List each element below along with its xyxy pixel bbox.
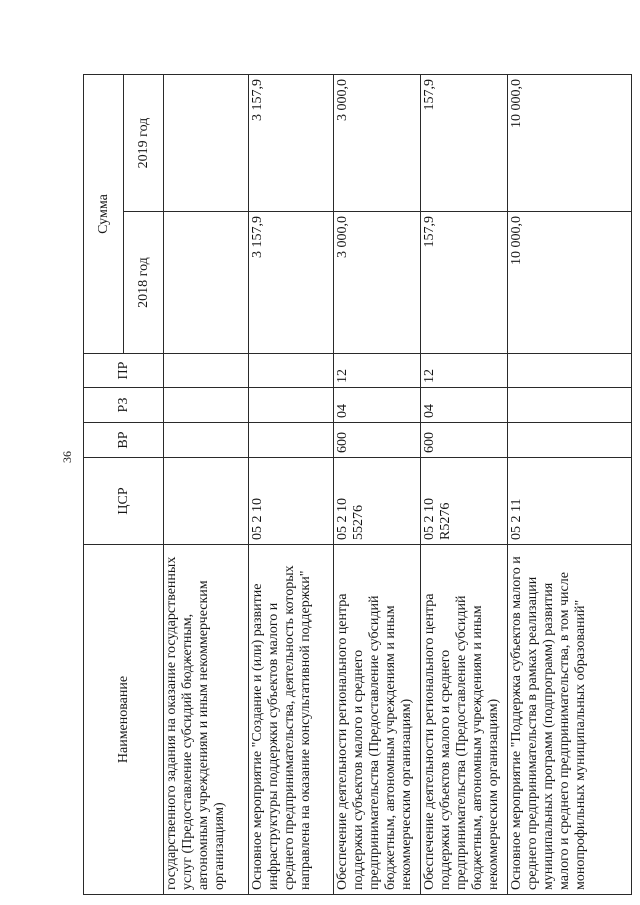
cell-2018: 157,9 [421, 212, 508, 354]
table-row [164, 75, 249, 895]
header-vr: ВР [84, 423, 164, 458]
cell-pr [508, 354, 632, 388]
cell-name: Обеспечение деятельности регионального центра поддержки субъектов малого и среднего предпринимательства (Предоставление субсидий бюджетным, автономным учреждениям и иным некоммерческим организациям) [421, 545, 508, 895]
cell-vr: 600 [421, 423, 508, 458]
header-csr: ЦСР [84, 458, 164, 545]
table-row [508, 75, 632, 895]
cell-rz: 04 [421, 388, 508, 423]
cell-2019: 157,9 [421, 75, 508, 212]
cell-pr: 12 [334, 354, 421, 388]
cell-vr [249, 423, 334, 458]
cell-csr: 05 2 11 [508, 458, 632, 545]
cell-2019: 3 157,9 [249, 75, 334, 212]
cell-vr: 600 [334, 423, 421, 458]
header-sum: Сумма [84, 75, 124, 354]
cell-rz: 04 [334, 388, 421, 423]
cell-csr: 05 2 10 55276 [334, 458, 421, 545]
cell-2018: 10 000,0 [508, 212, 632, 354]
cell-pr: 12 [421, 354, 508, 388]
cell-name: Основное мероприятие "Создание и (или) развитие инфраструктуры поддержки субъектов малого и среднего предпринимательства, деятельность которых направлена на оказание консультативной поддержки" [249, 545, 334, 895]
cell-csr: 05 2 10 [249, 458, 334, 545]
cell-name: Обеспечение деятельности регионального центра поддержки субъектов малого и среднего предпринимательства (Предоставление субсидий бюджетным, автономным учреждениям и иным некоммерческим организациям) [334, 545, 421, 895]
cell-rz [508, 388, 632, 423]
header-pr: ПР [84, 354, 164, 388]
header-rz: РЗ [84, 388, 164, 423]
cell-2018: 3 157,9 [249, 212, 334, 354]
cell-2018: 3 000,0 [334, 212, 421, 354]
cell-2019: 3 000,0 [334, 75, 421, 212]
cell-vr [508, 423, 632, 458]
cell-2019 [164, 75, 249, 212]
table-row [249, 75, 334, 895]
rotated-table-wrapper [83, 75, 631, 895]
header-name: Наименование [84, 545, 164, 895]
cell-rz [164, 388, 249, 423]
header-2019: 2019 год [124, 75, 164, 212]
table-header [84, 75, 164, 895]
cell-vr [164, 423, 249, 458]
header-2018: 2018 год [124, 212, 164, 354]
cell-2019: 10 000,0 [508, 75, 632, 212]
table-row [421, 75, 508, 895]
table-row [334, 75, 421, 895]
budget-table [83, 74, 632, 895]
cell-csr [164, 458, 249, 545]
cell-pr [249, 354, 334, 388]
cell-name: Основное мероприятие "Поддержка субъектов малого и среднего предпринимательства в рамках реализации муниципальных программ (подпрограмм) развития малого и среднего предпринимательства, в том числе монопрофильных муниципальных образований" [508, 545, 632, 895]
cell-2018 [164, 212, 249, 354]
cell-name: государственного задания на оказание государственных услуг (Предоставление субсидий бюджетным, автономным учреждениям и иным некоммерческим организациям) [164, 545, 249, 895]
cell-csr: 05 2 10 R5276 [421, 458, 508, 545]
page-number: 36 [60, 451, 74, 463]
cell-pr [164, 354, 249, 388]
cell-rz [249, 388, 334, 423]
